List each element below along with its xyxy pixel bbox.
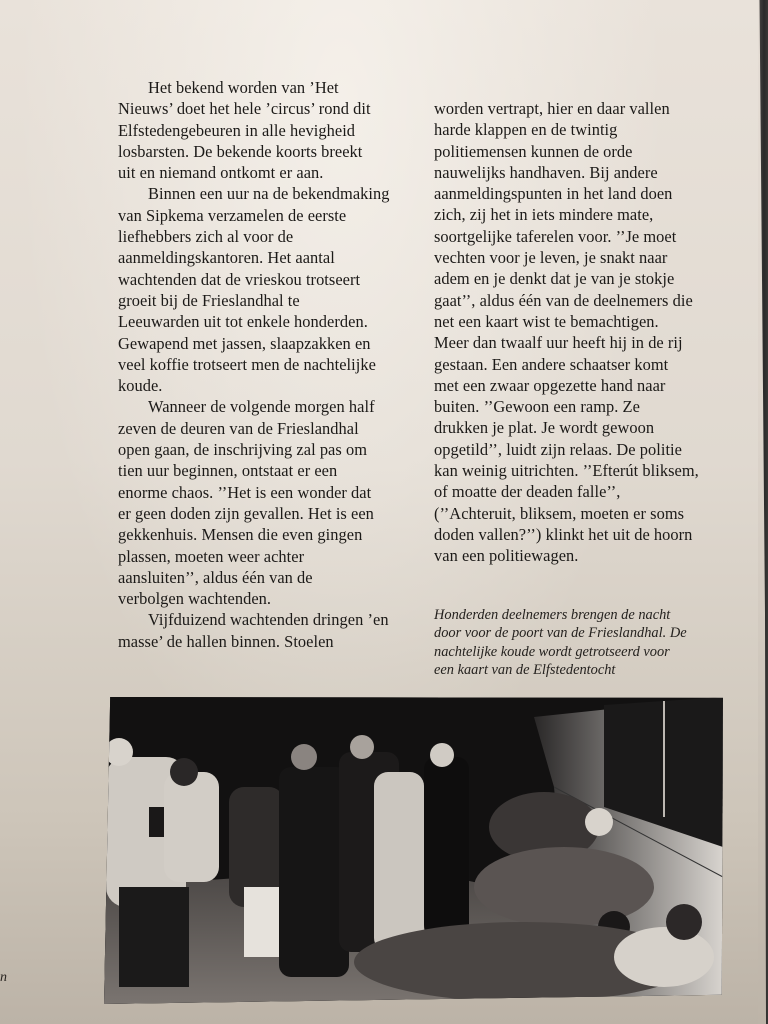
article-line: koude. bbox=[118, 376, 163, 396]
article-line: uit en niemand ontkomt er aan. bbox=[118, 163, 324, 183]
article-line: Nieuws’ doet het hele ’circus’ rond dit bbox=[118, 99, 371, 119]
article-line: Binnen een uur na de bekendmaking bbox=[148, 184, 390, 204]
article-line: aansluiten’’, aldus één van de bbox=[118, 567, 313, 587]
article-line: aanmeldingspunten in het land doen bbox=[434, 184, 673, 204]
page-text-fragment: n bbox=[0, 970, 7, 985]
article-line: open gaan, de inschrijving zal pas om bbox=[118, 440, 368, 460]
article-line: gaat’’, aldus één van de deelnemers die bbox=[434, 290, 693, 310]
article-line: losbarsten. De bekende koorts breekt bbox=[118, 141, 363, 161]
crowd-photo-illustration bbox=[104, 697, 723, 1004]
article-line: van een politiewagen. bbox=[434, 546, 579, 566]
article-line: enorme chaos. ’’Het is een wonder dat bbox=[118, 482, 372, 502]
photo-caption bbox=[434, 606, 724, 680]
article-paragraph bbox=[118, 609, 408, 652]
article-line: verbolgen wachtenden. bbox=[118, 589, 272, 609]
article-line: zich, zij het in iets mindere mate, bbox=[434, 205, 654, 225]
caption-line: een kaart van de Elfstedentocht bbox=[434, 662, 616, 679]
article-line: masse’ de hallen binnen. Stoelen bbox=[118, 631, 334, 651]
article-line: politiemensen kunnen de orde bbox=[434, 141, 633, 161]
article-line: net een kaart wist te bemachtigen. bbox=[434, 311, 659, 331]
article-line: Vijfduizend wachtenden dringen ’en bbox=[148, 610, 389, 630]
article-column-right bbox=[434, 98, 704, 567]
article-line: gestaan. Een andere schaatser komt bbox=[434, 354, 669, 374]
caption-line: nachtelijke koude wordt getrotseerd voor bbox=[434, 643, 670, 660]
article-line: drukken je plat. Je wordt gewoon bbox=[434, 418, 655, 438]
article-line: (’’Achteruit, bliksem, moeten er soms bbox=[434, 503, 685, 523]
article-line: adem en je denkt dat je van je stokje bbox=[434, 269, 675, 289]
article-paragraph bbox=[118, 396, 408, 609]
article-line: met een zwaar opgezette hand naar bbox=[434, 375, 666, 395]
article-line: aanmeldingskantoren. Het aantal bbox=[118, 248, 335, 268]
article-line: opgetild’’, luidt zijn relaas. De politie bbox=[434, 439, 682, 459]
article-line: Meer dan twaalf uur heeft hij in de rij bbox=[434, 333, 683, 353]
article-line: nauwelijks handhaven. Bij andere bbox=[434, 162, 658, 182]
caption-line: Honderden deelnemers brengen de nacht bbox=[434, 607, 671, 623]
article-line: of moatte der deaden falle’’, bbox=[434, 482, 621, 502]
article-line: Wanneer de volgende morgen half bbox=[148, 397, 375, 417]
article-line: worden vertrapt, hier en daar vallen bbox=[434, 99, 670, 118]
article-column-left bbox=[118, 77, 408, 652]
page-edge-shadow bbox=[758, 0, 768, 1024]
article-line: doden vallen?’’) klinkt het uit de hoorn bbox=[434, 524, 693, 544]
article-paragraph bbox=[434, 98, 704, 567]
article-line: gekkenhuis. Mensen die even gingen bbox=[118, 525, 363, 545]
caption-line: door voor de poort van de Frieslandhal. De bbox=[434, 625, 687, 642]
article-line: buiten. ’’Gewoon een ramp. Ze bbox=[434, 397, 640, 417]
article-line: wachtenden dat de vrieskou trotseert bbox=[118, 269, 361, 289]
article-line: Elfstedengebeuren in alle hevigheid bbox=[118, 120, 356, 140]
article-line: tien uur beginnen, ontstaat er een bbox=[118, 461, 338, 481]
article-line: kan weinig uitrichten. ’’Efterút bliksem, bbox=[434, 461, 699, 481]
article-paragraph bbox=[118, 183, 408, 396]
article-paragraph bbox=[118, 77, 408, 183]
article-line: groeit bij de Frieslandhal te bbox=[118, 290, 300, 310]
article-line: liefhebbers zich al voor de bbox=[118, 227, 294, 247]
article-line: vechten voor je leven, je snakt naar bbox=[434, 248, 668, 268]
article-line: Het bekend worden van ’Het bbox=[148, 78, 339, 97]
article-line: plassen, moeten weer achter bbox=[118, 546, 305, 566]
article-line: van Sipkema verzamelen de eerste bbox=[118, 205, 347, 225]
article-line: zeven de deuren van de Frieslandhal bbox=[118, 418, 359, 438]
article-line: soortgelijke taferelen voor. ’’Je moet bbox=[434, 226, 677, 246]
article-line: harde klappen en de twintig bbox=[434, 120, 618, 140]
crowd-photo bbox=[104, 697, 723, 1004]
article-line: Gewapend met jassen, slaapzakken en bbox=[118, 333, 371, 353]
article-line: veel koffie trotseert men de nachtelijke bbox=[118, 354, 376, 374]
article-line: er geen doden zijn gevallen. Het is een bbox=[118, 503, 374, 523]
article-line: Leeuwarden uit tot enkele honderden. bbox=[118, 312, 368, 332]
